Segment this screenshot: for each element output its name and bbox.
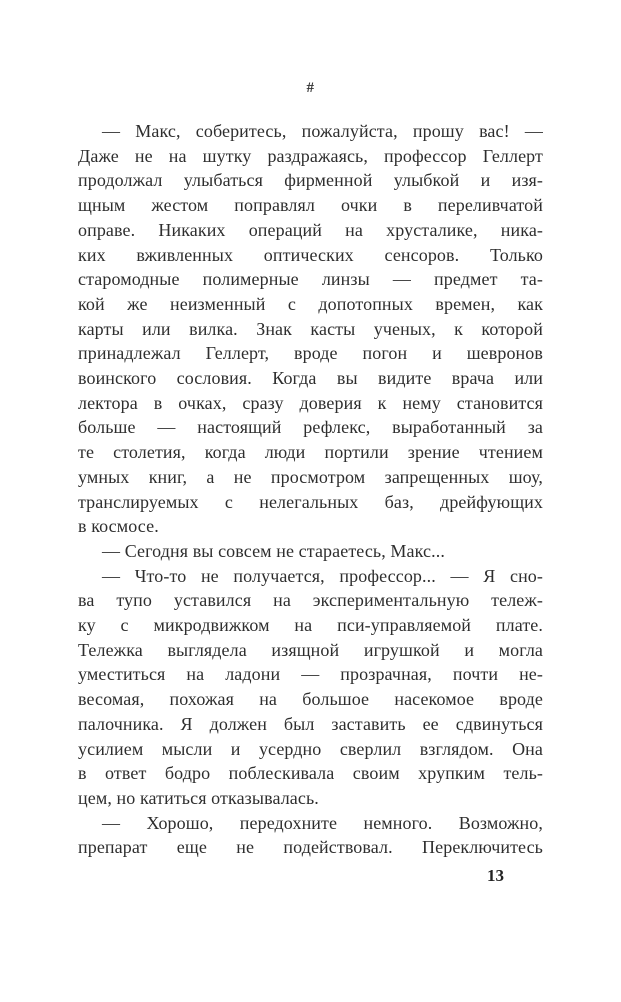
text-line: цем, но катиться отказывалась.: [78, 787, 319, 808]
text-line: больше — настоящий рефлекс, выработанный за: [78, 417, 543, 438]
text-line: щным жестом поправлял очки в переливчатой: [78, 195, 543, 216]
text-line: — Что-то не получается, профессор... — Я сно-: [102, 565, 543, 586]
text-line: Даже не на шутку раздражаясь, профессор Геллерт: [78, 145, 543, 166]
section-separator-symbol: #: [306, 80, 315, 96]
page-text: [78, 119, 543, 860]
text-line: оправе. Никаких операций на хрусталике, ника-: [78, 219, 543, 240]
text-line: Тележка выглядела изящной игрушкой и могла: [78, 639, 543, 660]
text-line: транслируемых с нелегальных баз, дрейфующих: [78, 491, 543, 512]
text-line: те столетия, когда люди портили зрение чтением: [78, 442, 543, 463]
page-number: 13: [487, 866, 504, 885]
text-line: ку с микродвижком на пси-управляемой плате.: [78, 615, 543, 636]
text-line: весомая, похожая на большое насекомое вроде: [78, 689, 543, 710]
text-line: в ответ бодро поблескивала своим хрупким тель-: [78, 763, 543, 784]
text-line: — Хорошо, передохните немного. Возможно,: [102, 812, 543, 833]
text-line: карты или вилка. Знак касты ученых, к которой: [78, 318, 543, 339]
text-line: продолжал улыбаться фирменной улыбкой и изя-: [78, 170, 543, 191]
text-line: лектора в очках, сразу доверия к нему становится: [78, 392, 543, 413]
text-line: уместиться на ладони — прозрачная, почти не-: [78, 664, 543, 685]
text-line: препарат еще не подействовал. Переключитесь: [78, 837, 543, 858]
text-line: усилием мысли и усердно сверлил взглядом. Она: [78, 738, 543, 759]
text-line: ких вживленных оптических сенсоров. Только: [78, 244, 543, 265]
text-line: ва тупо уставился на экспериментальную тележ-: [78, 590, 543, 611]
text-line: умных книг, а не просмотром запрещенных шоу,: [78, 466, 543, 487]
text-line: старомодные полимерные линзы — предмет та-: [78, 269, 543, 290]
text-line: воинского сословия. Когда вы видите врача или: [78, 368, 543, 389]
text-line: — Сегодня вы совсем не стараетесь, Макс...: [102, 540, 445, 561]
text-line: принадлежал Геллерт, вроде погон и шевронов: [78, 343, 543, 364]
text-line: — Макс, соберитесь, пожалуйста, прошу вас! —: [102, 121, 543, 141]
page-footer: [78, 866, 543, 886]
text-line: палочника. Я должен был заставить ее сдвинуться: [78, 713, 543, 734]
text-line: кой же неизменный с допотопных времен, как: [78, 293, 543, 314]
text-line: в космосе.: [78, 516, 159, 537]
